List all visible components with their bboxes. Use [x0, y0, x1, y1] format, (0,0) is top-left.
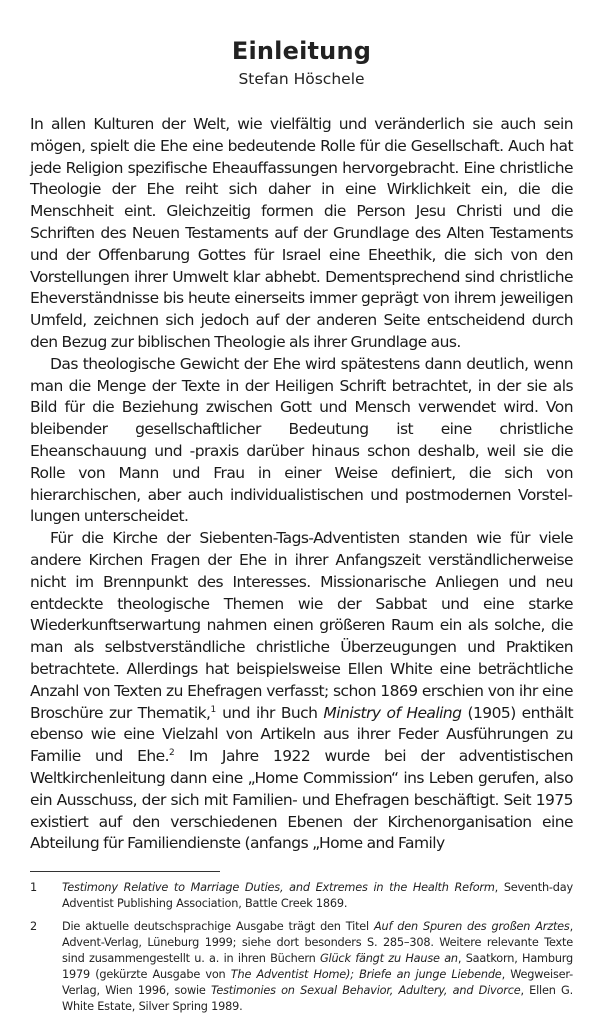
footnote-segment: , Ellen G. White Estate, Silver Spring 1989. [62, 984, 573, 1014]
paragraph-3 [30, 528, 573, 855]
chapter-title: Einleitung [231, 37, 372, 65]
footnote-2 [30, 919, 573, 1015]
paragraph-3-text-c: (1905) enthält ebenso wie eine Vielzahl von Artikeln aus ihrer Feder Ausführungen zu Familie und Ehe. [30, 703, 573, 766]
paragraph-3-text-a: Für die Kirche der Siebenten-Tags-Adventisten standen wie für viele andere Kirchen Fragen der Ehe in ihrer Anfangszeit verständlicherweise nicht im Brennpunkt des Interesses. Missionarische Anliegen und neu entdeckte theologische Themen wie der Sabbat und eine starke Wiederkunftserwartung nahmen einen größeren Raum ein als solche, die man als selbstverständliche christliche Überzeugungen und Praktiken betrachtete. Allerdings hat beispielsweise Ellen White eine beträchtliche Anzahl von Texten zu Ehefragen verfasst; schon 1869 erschien von ihr eine Broschüre zur Thematik, [30, 529, 573, 722]
footnote-segment: , Wegweiser-Verlag, Wien 1996, sowie [62, 968, 574, 998]
footnote-number: 2 [30, 920, 37, 934]
paragraph-2: Das theologische Gewicht der Ehe wird spätestens dann deutlich, wenn man die Menge der Texte in der Heiligen Schrift betrachtet, in der sie als Bild für die Beziehung zwischen Gott und Mensch verwendet wird. Von bleibender gesellschaftlicher Bedeutung ist eine christliche Eheanschauung und -praxis darüber hinaus schon deshalb, weil sie die Rolle von Mann und Frau in einer Weise definiert, die sich von hierarchischen, aber auch individualistischen und postmodernen Vorstellungen unterscheidet. [30, 354, 573, 526]
footnote-number: 1 [30, 881, 37, 895]
footnote-title: Auf den Spuren des großen Arztes [374, 920, 570, 934]
footnote-rest: , Seventh-day Adventist Publishing Association, Battle Creek 1869. [62, 881, 573, 911]
paragraph-1: In allen Kulturen der Welt, wie vielfältig und veränderlich sie auch sein mögen, spielt die Ehe eine bedeutende Rolle für die Gesellschaft. Auch hat jede Religion spezifische Eheauffassungen hervorgebracht. Eine christliche Theologie der Ehe reiht sich daher in eine Wirklichkeit ein, die die Menschheit eint. Gleichzeitig formen die Person Jesu Christi und die Schriften des Neuen Testaments auf der Grundlage des Alten Testaments und der Offenbarung Gottes für Israel eine Eheethik, die sich von den Vorstellungen ihrer Umwelt klar abhebt. Dementsprechend sind christliche Eheverständnisse bis heute einerseits immer geprägt von ihrem jeweiligen Umfeld, zeichnen sich jedoch auf der anderen Seite entscheidend durch den Bezug zur biblischen Theologie als ihrer Grundlage aus. [30, 115, 573, 351]
footnote-title: Testimonies on Sexual Behavior, Adultery, and Divorce [211, 984, 521, 998]
footnote-segment: , Advent-Verlag, Lüneburg 1999; siehe dort besonders S. 285–308. Weitere relevante Texte sind zusammengestellt u. a. in ihren Büchern [62, 920, 574, 966]
footnote-segment: Die aktuelle deutschsprachige Ausgabe trägt den Titel [62, 920, 375, 934]
footnote-1 [30, 880, 573, 912]
paragraph-3-text-b: und ihr Buch [216, 703, 324, 722]
footnote-ref-1[interactable]: 1 [210, 704, 217, 715]
book-title-ministry-of-healing: Ministry of Healing [323, 703, 462, 722]
author-name: Stefan Höschele [238, 70, 365, 88]
footnote-divider [30, 871, 220, 872]
footnote-text [62, 880, 573, 912]
footnotes [30, 880, 573, 1015]
footnote-title: Glück fängt zu Hause an [319, 952, 458, 966]
paragraph-3-text-d: Im Jahre 1922 wurde bei der adventistischen Weltkirchenleitung dann eine „Home Commission“ ins Leben gerufen, also ein Ausschuss, der sich mit Familien- und Ehefragen beschäftigt. Seit 1975 existiert auf den verschiedenen Ebenen der Kirchenorganisation eine Abteilung für Familiendienste (anfangs „Home and Family [30, 747, 573, 853]
footnote-text [62, 919, 573, 1015]
footnote-ref-2[interactable]: 2 [169, 747, 175, 758]
footnote-title: Testimony Relative to Marriage Duties, and Extremes in the Health Reform [62, 881, 495, 895]
body-text [30, 114, 573, 855]
footnote-title: The Adventist Home); Briefe an junge Liebende [230, 968, 502, 982]
footnote-segment: , Saatkorn, Hamburg 1979 (gekürzte Ausgabe von [62, 952, 573, 982]
